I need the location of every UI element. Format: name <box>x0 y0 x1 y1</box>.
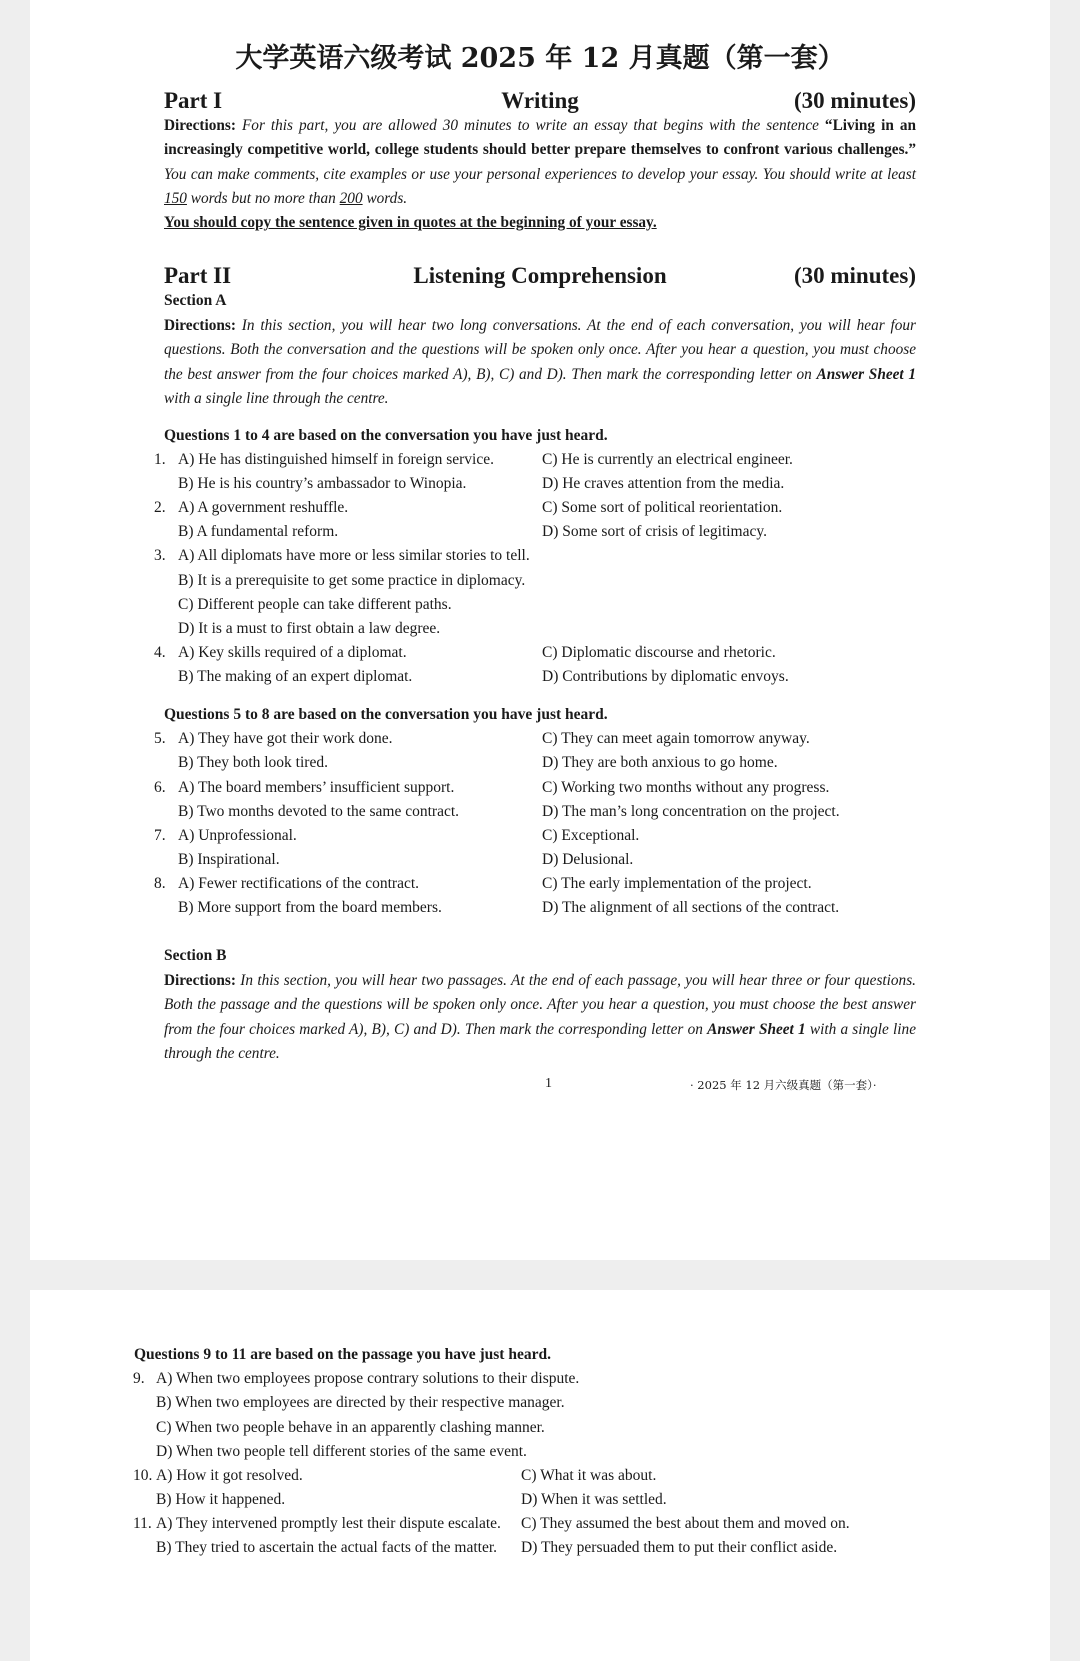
option-a: A) A government reshuffle. <box>178 499 349 516</box>
question-number: 8. <box>154 875 166 892</box>
option-c: C) The early implementation of the project. <box>542 875 812 892</box>
option-c: C) Exceptional. <box>542 827 640 844</box>
option-a: A) Key skills required of a diplomat. <box>178 644 407 661</box>
option-c: C) He is currently an electrical engineer. <box>542 451 793 468</box>
option-d: D) When two people tell different stories of the same event. <box>156 1443 527 1460</box>
option-a: A) He has distinguished himself in foreign service. <box>178 451 494 468</box>
option-b: B) He is his country’s ambassador to Winopia. <box>178 475 467 492</box>
option-a: A) They intervened promptly lest their dispute escalate. <box>156 1515 501 1532</box>
min-words: 150 <box>164 189 187 207</box>
option-c: C) Some sort of political reorientation. <box>542 499 783 516</box>
answer-sheet-ref: Answer Sheet 1 <box>707 1020 806 1038</box>
option-b: B) Two months devoted to the same contract. <box>178 803 460 820</box>
page-number: 1 <box>545 1076 552 1091</box>
option-b: B) They tried to ascertain the actual facts of the matter. <box>156 1539 498 1556</box>
option-a: A) Unprofessional. <box>178 827 297 844</box>
option-d: D) The alignment of all sections of the contract. <box>542 899 840 916</box>
option-b: B) They both look tired. <box>178 754 328 771</box>
option-a: A) How it got resolved. <box>156 1467 303 1484</box>
option-d: D) He craves attention from the media. <box>542 475 785 492</box>
option-b: B) How it happened. <box>156 1491 286 1508</box>
document-title: 大学英语六级考试 2025 年 12 月真题（第一套） <box>235 43 845 74</box>
question-number: 3. <box>154 547 166 564</box>
section-b-label: Section B <box>164 947 227 964</box>
option-c: C) Working two months without any progress. <box>542 779 830 796</box>
question-group-1-4-heading: Questions 1 to 4 are based on the conversation you have just heard. <box>164 427 608 444</box>
directions-label: Directions: <box>164 972 236 989</box>
option-b: B) It is a prerequisite to get some practice in diplomacy. <box>178 572 526 589</box>
option-a: A) When two employees propose contrary solutions to their dispute. <box>156 1370 580 1387</box>
question-number: 1. <box>154 451 166 468</box>
option-d: D) The man’s long concentration on the project. <box>542 803 840 820</box>
answer-sheet-ref: Answer Sheet 1 <box>816 365 916 383</box>
option-b: B) The making of an expert diplomat. <box>178 668 413 685</box>
question-number: 7. <box>154 827 166 844</box>
question-number: 10. <box>133 1467 153 1484</box>
part-2-header <box>164 263 916 293</box>
option-d: D) When it was settled. <box>521 1491 667 1508</box>
option-b: B) A fundamental reform. <box>178 523 339 540</box>
option-a: A) All diplomats have more or less similar stories to tell. <box>178 547 530 564</box>
question-number: 9. <box>133 1370 145 1387</box>
page-footer: · 2025 年 12 月六级真题（第一套）· <box>690 1078 877 1092</box>
directions-label: Directions: <box>164 117 236 134</box>
question-number: 6. <box>154 779 166 796</box>
section-b-directions: Directions: In this section, you will hear two passages. At the end of each passage, you will hear three or four questions. Both the passage and the questions will be spoken only once. After you hear a question, you must choose the best answer from the four choices marked A), B), C) and D). Then mark the corresponding letter on Answer Sheet 1 with a single line through the centre. <box>164 972 916 1062</box>
question-group-5-8-heading: Questions 5 to 8 are based on the conversation you have just heard. <box>164 706 608 723</box>
part-1-label: Part I <box>164 88 223 113</box>
section-a-directions: Directions: In this section, you will hear two long conversations. At the end of each conversation, you will hear four questions. Both the conversation and the questions will be spoken only once. After you hear a question, you must choose the best answer from the four choices marked A), B), C) and D). Then mark the corresponding letter on Answer Sheet 1 with a single line through the centre. <box>164 317 916 407</box>
option-d: D) They persuaded them to put their conflict aside. <box>521 1539 838 1556</box>
option-c: C) They can meet again tomorrow anyway. <box>542 730 810 747</box>
part-2-name: Listening Comprehension <box>413 263 667 288</box>
option-a: A) The board members’ insufficient support. <box>178 779 455 796</box>
copy-sentence-note: You should copy the sentence given in quotes at the beginning of your essay. <box>164 214 657 232</box>
directions-label: Directions: <box>164 317 236 334</box>
question-number: 2. <box>154 499 166 516</box>
exam-page-2 <box>30 1290 1050 1661</box>
question-number: 5. <box>154 730 166 747</box>
question-group-9-11-heading: Questions 9 to 11 are based on the passage you have just heard. <box>134 1346 551 1363</box>
option-c: C) What it was about. <box>521 1467 657 1484</box>
essay-opening-sentence: “Living in an increasingly competitive world, college students should better prepare themselves to confront various challenges.” <box>164 117 917 159</box>
exam-page-1 <box>30 0 1050 1260</box>
option-b: B) When two employees are directed by their respective manager. <box>156 1394 565 1411</box>
option-c: C) Different people can take different paths. <box>178 596 452 613</box>
option-d: D) Contributions by diplomatic envoys. <box>542 668 789 685</box>
question-number: 11. <box>133 1515 152 1532</box>
section-a-label: Section A <box>164 292 227 309</box>
option-a: A) Fewer rectifications of the contract. <box>178 875 420 892</box>
max-words: 200 <box>339 189 363 207</box>
option-d: D) Some sort of crisis of legitimacy. <box>542 523 767 540</box>
option-a: A) They have got their work done. <box>178 730 393 747</box>
option-c: C) When two people behave in an apparently clashing manner. <box>156 1419 545 1436</box>
option-d: D) Delusional. <box>542 851 634 868</box>
part-1-directions: Directions: For this part, you are allowed 30 minutes to write an essay that begins with the sentence “Living in an increasingly competitive world, college students should better prepare themselves to confront various challenges.” You can make comments, cite examples or use your personal experiences to develop your essay. You should write at least 150 words but no more than 200 words. You should copy the sentence given in quotes at the beginning of your essay. <box>164 117 917 232</box>
option-d: D) They are both anxious to go home. <box>542 754 778 771</box>
question-number: 4. <box>154 644 166 661</box>
option-c: C) They assumed the best about them and moved on. <box>521 1515 850 1532</box>
part-2-label: Part II <box>164 263 232 288</box>
part-2-time: (30 minutes) <box>793 263 916 288</box>
option-b: B) More support from the board members. <box>178 899 442 916</box>
option-b: B) Inspirational. <box>178 851 280 868</box>
option-c: C) Diplomatic discourse and rhetoric. <box>542 644 776 661</box>
part-1-time: (30 minutes) <box>793 88 916 113</box>
part-1-name: Writing <box>501 88 579 113</box>
option-d: D) It is a must to first obtain a law degree. <box>178 620 441 637</box>
